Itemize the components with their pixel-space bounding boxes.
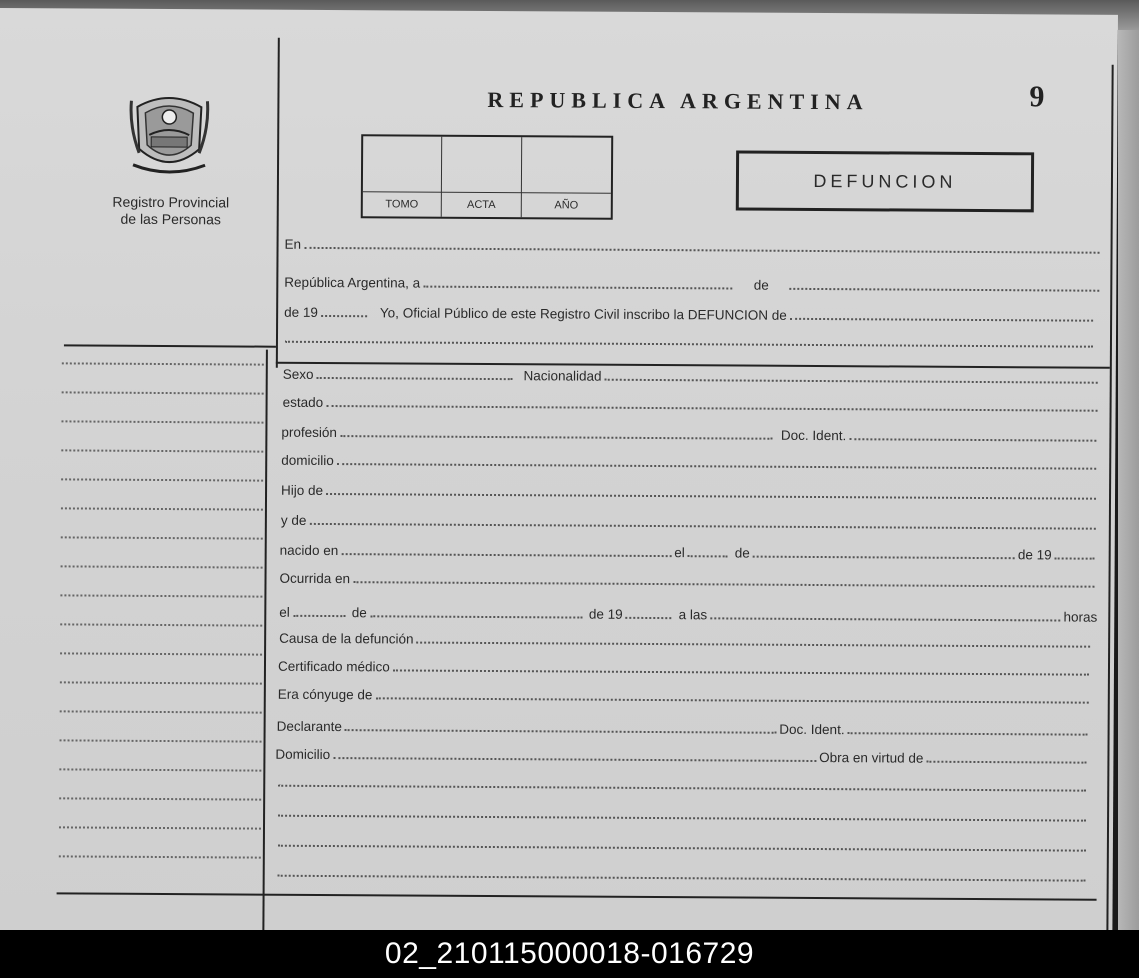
birth-el-label: el: [674, 545, 685, 561]
domicilio2-row: [275, 744, 1089, 767]
causa-row: [279, 628, 1093, 651]
death-day-field[interactable]: [293, 615, 345, 617]
certificado-label: Certificado médico: [277, 658, 390, 675]
anio-cell: [522, 137, 611, 218]
document-title: REPUBLICA ARGENTINA: [487, 86, 869, 115]
declarant-field[interactable]: [345, 729, 776, 734]
margin-line[interactable]: [61, 478, 263, 481]
estado-label: estado: [282, 394, 324, 410]
birth-year-field[interactable]: [1055, 557, 1095, 559]
profesion-label: profesión: [281, 424, 338, 441]
image-id-bar: [0, 930, 1139, 978]
margin-line[interactable]: [61, 536, 263, 539]
declarante-row: [277, 716, 1091, 739]
domicilio2-label: Domicilio: [275, 746, 331, 763]
domicilio-label: domicilio: [281, 452, 334, 469]
blank-line[interactable]: [278, 845, 1086, 852]
death-year-field[interactable]: [626, 617, 672, 619]
margin-line[interactable]: [60, 710, 262, 713]
year-field[interactable]: [321, 315, 367, 317]
acta-label: ACTA: [467, 198, 496, 212]
conyuge-row: [278, 684, 1092, 707]
hijo-de-label: Hijo de: [281, 482, 324, 498]
death-time-field[interactable]: [710, 617, 1060, 621]
republica-row: [284, 272, 1102, 295]
image-id-text: 02_210115000018-016729: [384, 937, 755, 970]
deceased-name-field-2[interactable]: [285, 341, 1093, 348]
margin-line[interactable]: [59, 768, 261, 771]
nacionalidad-label: Nacionalidad: [523, 368, 602, 384]
bottom-divider: [57, 892, 1097, 900]
en-row: [285, 234, 1103, 257]
ocurrida-en-label: Ocurrida en: [279, 570, 351, 587]
nacido-en-label: nacido en: [279, 542, 339, 559]
death-place-field[interactable]: [353, 581, 1094, 588]
birth-de-label: de: [734, 545, 750, 561]
mother-field[interactable]: [309, 523, 1095, 530]
nacionalidad-field[interactable]: [605, 379, 1098, 384]
issuing-office: [91, 194, 251, 229]
fecha-row: [279, 602, 1097, 625]
margin-line[interactable]: [61, 565, 263, 568]
margin-line[interactable]: [62, 391, 264, 394]
margin-line[interactable]: [60, 681, 262, 684]
declarant-doc-label: Doc. Ident.: [779, 721, 845, 738]
declarant-address-field[interactable]: [333, 757, 816, 762]
margin-line[interactable]: [60, 652, 262, 655]
birth-year-label: de 19: [1017, 547, 1052, 563]
sexo-label: Sexo: [282, 366, 314, 382]
profesion-row: [281, 422, 1099, 445]
inscribo-row: [284, 302, 1096, 325]
month-field[interactable]: [790, 288, 1100, 292]
doc-ident-field[interactable]: [849, 438, 1096, 442]
sexo-row: [283, 364, 1101, 387]
register-box: [361, 134, 614, 220]
deceased-name-row2: [282, 328, 1096, 351]
a-las-label: a las: [678, 607, 708, 623]
office-line-1: Registro Provincial: [112, 193, 230, 211]
blank-line[interactable]: [278, 785, 1086, 792]
hijo-de-row: [281, 480, 1099, 503]
office-line-2: de las Personas: [120, 210, 221, 228]
margin-line[interactable]: [60, 739, 262, 742]
tomo-cell: [363, 136, 442, 216]
estado-row: [283, 392, 1101, 415]
birth-month-field[interactable]: [753, 556, 1015, 560]
inscribo-label: Yo, Oficial Público de este Registro Civil inscribo la DEFUNCION de: [379, 305, 787, 323]
en-field[interactable]: [304, 247, 1099, 254]
blank-row-3: [275, 832, 1089, 855]
certificate-field[interactable]: [393, 669, 1089, 675]
republica-label: República Argentina, a: [284, 274, 421, 291]
ocurrida-row: [279, 568, 1097, 591]
margin-line[interactable]: [62, 362, 264, 365]
death-de-label: de: [351, 605, 367, 621]
death-el-label: el: [279, 604, 290, 620]
declarante-label: Declarante: [276, 718, 342, 735]
margin-line[interactable]: [60, 594, 262, 597]
domicilio-row: [281, 450, 1099, 473]
provincial-seal-icon: [127, 87, 212, 178]
margin-line[interactable]: [59, 855, 261, 858]
paper-edge: [1118, 30, 1139, 930]
year-prefix-label: de 19: [284, 304, 318, 320]
margin-line[interactable]: [61, 507, 263, 510]
obra-label: Obra en virtud de: [819, 750, 924, 766]
blank-row-2: [275, 802, 1089, 825]
declarant-doc-field[interactable]: [848, 732, 1088, 735]
y-de-label: y de: [280, 512, 307, 528]
day-field[interactable]: [423, 286, 733, 290]
obra-field[interactable]: [926, 761, 1086, 764]
blank-row-1: [275, 772, 1089, 795]
margin-line[interactable]: [60, 623, 262, 626]
causa-label: Causa de la defunción: [279, 630, 414, 647]
left-column-rule: [276, 38, 280, 368]
de-label: de: [753, 277, 769, 293]
margin-line[interactable]: [59, 797, 261, 800]
blank-line[interactable]: [278, 875, 1086, 882]
blank-row-4: [275, 862, 1089, 885]
death-month-field[interactable]: [370, 615, 582, 618]
margin-line[interactable]: [59, 826, 261, 829]
left-column-rule-lower: [262, 350, 268, 940]
nacido-row: [280, 540, 1098, 563]
page-number: 9: [1029, 80, 1045, 114]
record-type-box: DEFUNCION: [736, 150, 1034, 212]
sexo-field[interactable]: [317, 377, 513, 380]
profesion-field[interactable]: [340, 435, 772, 440]
margin-line[interactable]: [61, 449, 263, 452]
en-label: En: [284, 236, 302, 252]
father-field[interactable]: [326, 493, 1096, 500]
domicilio-field[interactable]: [337, 463, 1096, 470]
anio-label: AÑO: [554, 199, 579, 212]
margin-line[interactable]: [61, 420, 263, 423]
horas-label: horas: [1063, 609, 1098, 625]
right-border-rule: [1106, 65, 1113, 945]
blank-line[interactable]: [278, 815, 1086, 822]
birth-day-field[interactable]: [688, 555, 728, 557]
conyuge-label: Era cónyuge de: [277, 686, 373, 703]
certificado-row: [278, 656, 1092, 679]
death-year-label: de 19: [588, 606, 623, 622]
tomo-label: TOMO: [385, 198, 419, 211]
deceased-name-field[interactable]: [790, 318, 1093, 322]
death-certificate-form: [0, 8, 1118, 937]
cause-field[interactable]: [416, 642, 1090, 648]
estado-field[interactable]: [326, 405, 1097, 412]
birthplace-field[interactable]: [341, 553, 671, 557]
header-divider: [64, 344, 276, 347]
acta-cell: [442, 137, 522, 217]
spouse-field[interactable]: [375, 697, 1088, 703]
doc-ident-label: Doc. Ident.: [780, 427, 847, 444]
y-de-row: [281, 510, 1099, 533]
